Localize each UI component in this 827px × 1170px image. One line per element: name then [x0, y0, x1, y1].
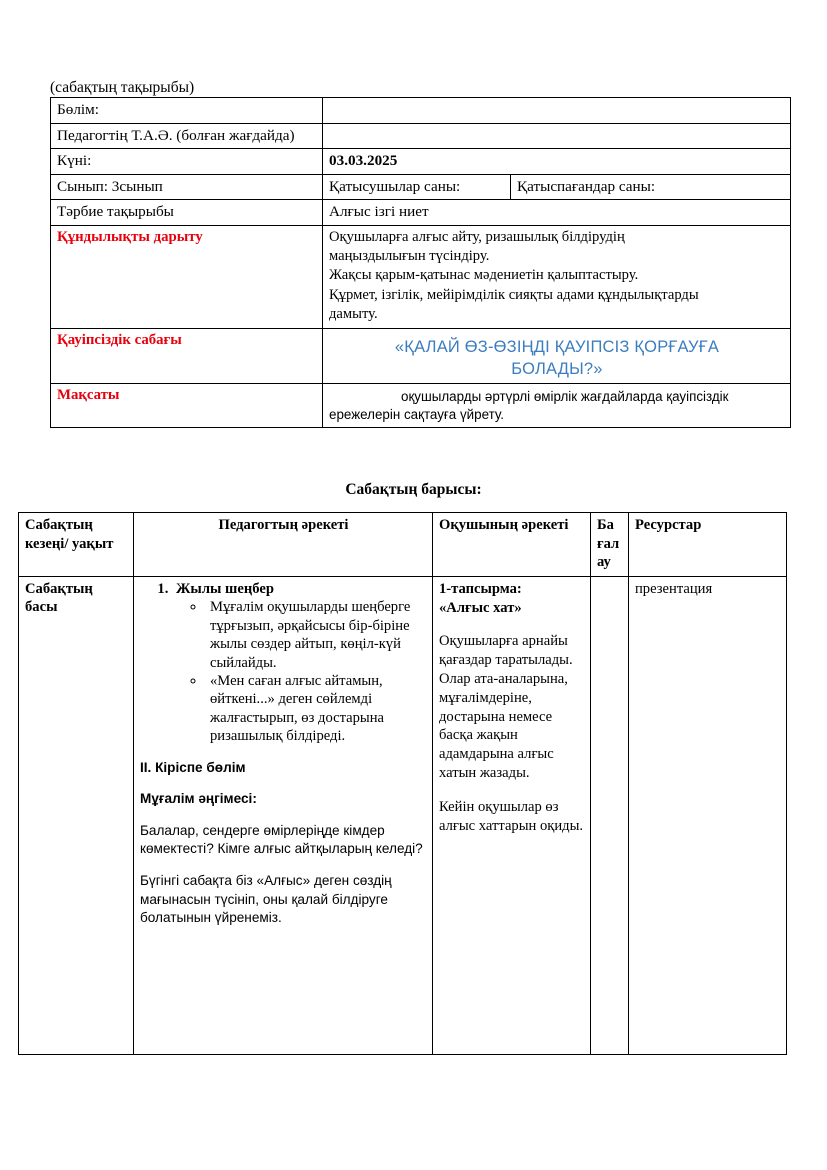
- header-student-activity: Оқушының әрекеті: [433, 513, 591, 577]
- values-line-5: дамыту.: [329, 306, 378, 323]
- label-safety-lesson: Қауіпсіздік сабағы: [51, 328, 323, 383]
- goal-line-2: ережелерін сақтауға үйрету.: [329, 406, 504, 422]
- student-paragraph-2: Кейін оқушылар өз алғыс хаттарын оқиды.: [439, 798, 584, 834]
- student-task-label: 1-тапсырма:: [439, 580, 522, 597]
- teacher-sub-item-1: ◦ Мұғалім оқушыларды шеңберге тұрғызып, әрқайсысы бір-біріне жылы сөздер айтып, көңіл-күй сыйлайды.: [206, 598, 427, 672]
- label-date: Күні:: [51, 149, 323, 175]
- cell-teacher-activity: [134, 576, 433, 1054]
- values-line-2: маңыздылығын түсіндіру.: [329, 247, 490, 264]
- teacher-sub-item-2: ◦ «Мен саған алғыс айтамын, өйткені...» деген сөйлемді жалғастырып, өз достарына ризашылық білдіреді.: [206, 672, 427, 746]
- value-goal: [323, 383, 791, 427]
- lesson-topic-caption: (сабақтың тақырыбы): [50, 79, 195, 96]
- value-teacher-name: [323, 123, 791, 149]
- value-safety-lesson-title: [323, 328, 791, 383]
- lesson-info-table: [50, 97, 791, 428]
- label-goal: Мақсаты: [51, 383, 323, 427]
- label-class: Сынып: 3сынып: [51, 174, 323, 200]
- header-stage: Сабақтың кезеңі/ уақыт: [19, 513, 134, 577]
- values-line-4: Құрмет, ізгілік, мейірімділік сияқты адами құндылықтарды: [329, 286, 699, 303]
- table-row-class: [51, 174, 791, 200]
- table-row-values: [51, 225, 791, 328]
- table-row: [19, 576, 787, 1054]
- header-teacher-activity: Педагогтың әрекеті: [134, 513, 433, 577]
- lesson-flow-table: [18, 512, 787, 1055]
- teacher-heading-story: Мұғалім әңгімесі:: [140, 791, 257, 807]
- teacher-numbered-list: [158, 580, 427, 746]
- table-row-teacher-name: [51, 123, 791, 149]
- cell-resources: презентация: [629, 576, 787, 1054]
- table-row-section: [51, 98, 791, 124]
- value-upbringing-topic: Алғыс ізгі ниет: [323, 200, 791, 226]
- label-section: Бөлім:: [51, 98, 323, 124]
- cell-stage: Сабақтың басы: [19, 576, 134, 1054]
- table-row-goal: [51, 383, 791, 427]
- table-header-row: [19, 513, 787, 577]
- label-present-count: Қатысушылар саны:: [323, 174, 511, 200]
- student-activity-block: [439, 580, 585, 836]
- label-values-instilling: Құндылықты дарыту: [51, 225, 323, 328]
- table-row-safety-lesson: [51, 328, 791, 383]
- header-assessment: Ба ғал ау: [591, 513, 629, 577]
- value-values-instilling: [323, 225, 791, 328]
- teacher-narrative-block: [140, 759, 427, 928]
- student-task-title: «Алғыс хат»: [439, 599, 522, 616]
- values-line-3: Жақсы қарым-қатынас мәдениетін қалыптастыру.: [329, 267, 639, 284]
- values-line-1: Оқушыларға алғыс айту, ризашылық білдірудің: [329, 228, 625, 245]
- teacher-sub-list: [188, 598, 427, 745]
- teacher-heading-intro: II. Кіріспе бөлім: [140, 759, 246, 775]
- lesson-flow-heading: Сабақтың барысы:: [345, 481, 482, 498]
- goal-line-1: оқушыларды әртүрлі өмірлік жағдайларда қауіпсіздік: [401, 388, 729, 404]
- teacher-list-item-1: [172, 580, 427, 746]
- teacher-list-item-1-label: Жылы шеңбер: [176, 580, 274, 597]
- label-upbringing-topic: Тәрбие тақырыбы: [51, 200, 323, 226]
- teacher-paragraph-1: Балалар, сендерге өмірлеріңде кімдер көмектесті? Кімге алғыс айтқыларың келеді?: [140, 822, 423, 857]
- label-teacher-name: Педагогтің Т.А.Ә. (болған жағдайда): [51, 123, 323, 149]
- cell-assessment: [591, 576, 629, 1054]
- cell-student-activity: [433, 576, 591, 1054]
- safety-title-line-1: «ҚАЛАЙ ӨЗ-ӨЗІҢДІ ҚАУІПСІЗ ҚОРҒАУҒА: [394, 337, 720, 356]
- header-resources: Ресурстар: [629, 513, 787, 577]
- value-section: [323, 98, 791, 124]
- table-row-upbringing-topic: [51, 200, 791, 226]
- table-row-date: [51, 149, 791, 175]
- safety-title-line-2: БОЛАДЫ?»: [511, 359, 603, 378]
- value-date: 03.03.2025: [323, 149, 791, 175]
- teacher-paragraph-2: Бүгінгі сабақта біз «Алғыс» деген сөздің мағынасын түсініп, оны қалай білдіруге болатынын үйренеміз.: [140, 873, 392, 926]
- student-paragraph-1: Оқушыларға арнайы қағаздар таратылады. Олар ата-аналарына, мұғалімдеріне, достарына немесе басқа жақын адамдарына алғыс хатын жазады.: [439, 633, 573, 781]
- label-absent-count: Қатыспағандар саны:: [511, 174, 791, 200]
